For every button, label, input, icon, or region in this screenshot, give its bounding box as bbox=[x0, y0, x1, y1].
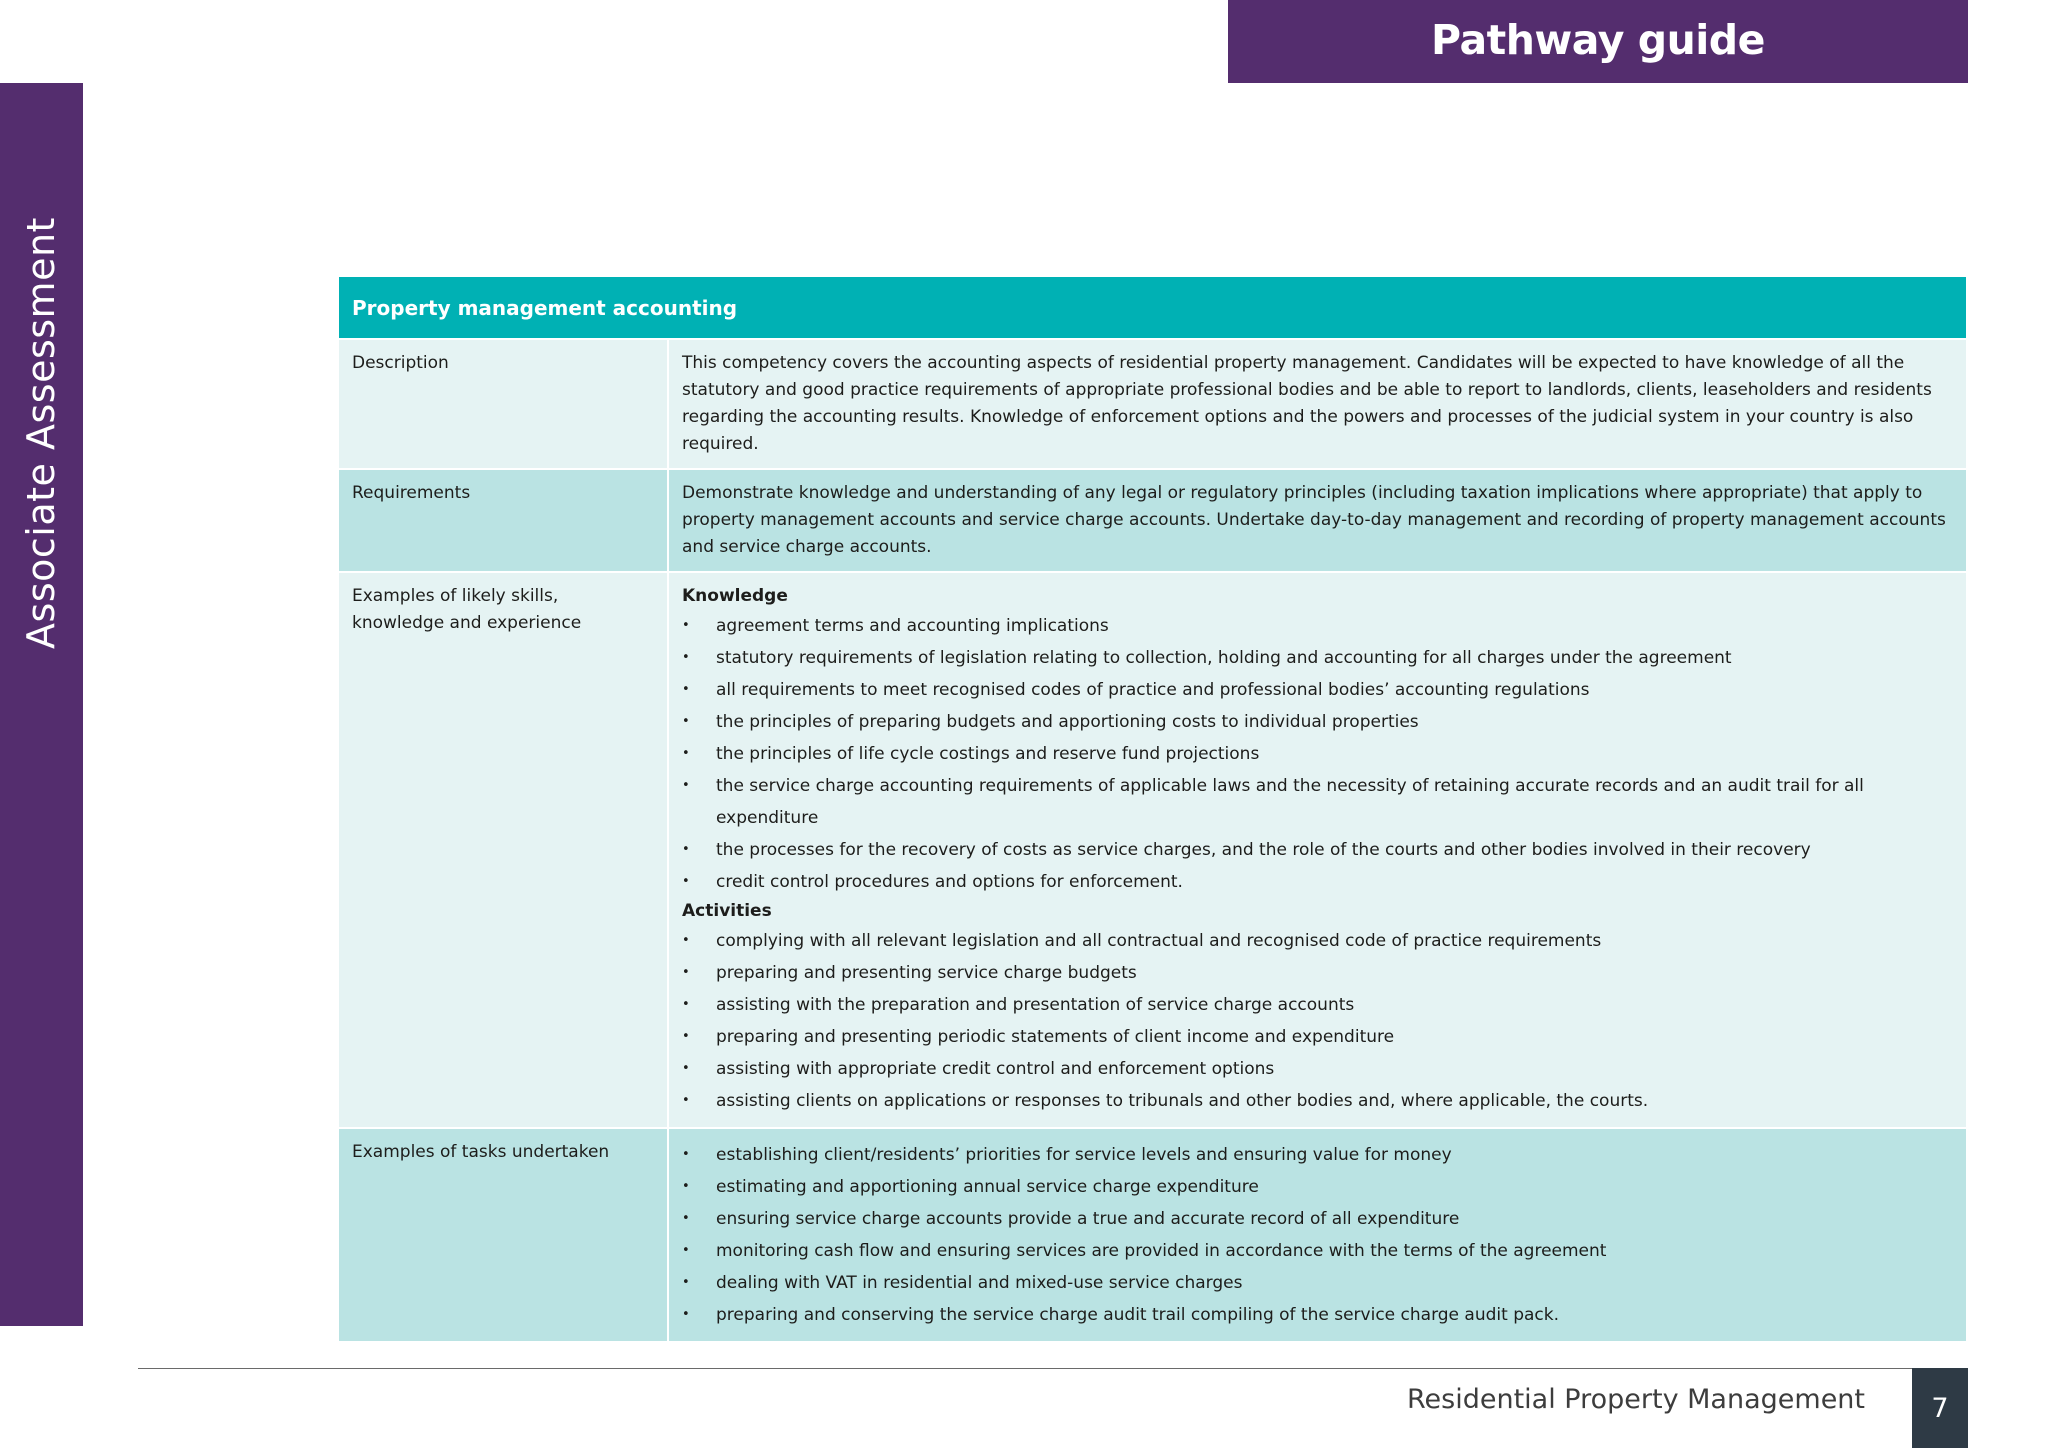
table-row-tasks bbox=[339, 1127, 1966, 1341]
task-item: • estimating and apportioning annual service charge expenditure bbox=[682, 1171, 1952, 1203]
knowledge-item: • the service charge accounting requirements of applicable laws and the necessity of retaining accurate records and an audit trail for all expenditure bbox=[682, 770, 1952, 834]
activity-item: • complying with all relevant legislation and all contractual and recognised code of practice requirements bbox=[682, 925, 1952, 957]
footer-divider bbox=[138, 1368, 1912, 1369]
knowledge-item: • agreement terms and accounting implications bbox=[682, 610, 1952, 642]
task-item: • monitoring cash flow and ensuring services are provided in accordance with the terms of the agreement bbox=[682, 1235, 1952, 1267]
table-row-description bbox=[339, 338, 1966, 468]
knowledge-item: • the principles of preparing budgets and apportioning costs to individual properties bbox=[682, 706, 1952, 738]
knowledge-item: • the processes for the recovery of costs as service charges, and the role of the courts and other bodies involved in their recovery bbox=[682, 834, 1952, 866]
activity-item: • assisting with the preparation and presentation of service charge accounts bbox=[682, 989, 1952, 1021]
row-body-examples bbox=[669, 573, 1966, 1127]
row-text-description: This competency covers the accounting aspects of residential property management. Candidates will be expected to have knowledge of all the statutory and good practice requirements of appropriate professional bodies and be able to report to landlords, clients, leaseholders and residents regarding the accounting results. Knowledge of enforcement options and the powers and processes of the judicial system in your country is also required. bbox=[682, 353, 1932, 454]
row-label-examples: Examples of likely skills, knowledge and experience bbox=[339, 573, 669, 1127]
task-item: • dealing with VAT in residential and mixed-use service charges bbox=[682, 1267, 1952, 1299]
tasks-list bbox=[682, 1139, 1952, 1331]
knowledge-item: • credit control procedures and options for enforcement. bbox=[682, 866, 1952, 898]
row-label-description: Description bbox=[339, 340, 669, 468]
row-body-tasks bbox=[669, 1129, 1966, 1341]
activity-item: • assisting with appropriate credit control and enforcement options bbox=[682, 1053, 1952, 1085]
task-item: • ensuring service charge accounts provide a true and accurate record of all expenditure bbox=[682, 1203, 1952, 1235]
competency-table-title: Property management accounting bbox=[339, 277, 1966, 338]
footer-document-title: Residential Property Management bbox=[1407, 1384, 1865, 1415]
activities-heading: Activities bbox=[682, 901, 772, 921]
activity-item: • preparing and presenting periodic statements of client income and expenditure bbox=[682, 1021, 1952, 1053]
page-number: 7 bbox=[1912, 1368, 1968, 1448]
row-label-tasks: Examples of tasks undertaken bbox=[339, 1129, 669, 1341]
row-label-requirements: Requirements bbox=[339, 470, 669, 571]
table-row-requirements bbox=[339, 468, 1966, 571]
page-header-title: Pathway guide bbox=[1431, 15, 1765, 64]
task-item: • preparing and conserving the service charge audit trail compiling of the service charge audit pack. bbox=[682, 1299, 1952, 1331]
knowledge-item: • the principles of life cycle costings and reserve fund projections bbox=[682, 738, 1952, 770]
row-text-requirements: Demonstrate knowledge and understanding of any legal or regulatory principles (including taxation implications where appropriate) that apply to property management accounts and service charge accounts. Undertake day-to-day management and recording of property management accounts and service charge accounts. bbox=[682, 483, 1946, 557]
side-bar bbox=[0, 83, 83, 1326]
side-bar-label: Associate Assessment bbox=[19, 217, 63, 649]
knowledge-item: • statutory requirements of legislation relating to collection, holding and accounting for all charges under the agreement bbox=[682, 642, 1952, 674]
knowledge-list bbox=[682, 610, 1952, 898]
activities-list bbox=[682, 925, 1952, 1117]
table-row-examples bbox=[339, 571, 1966, 1127]
task-item: • establishing client/residents’ priorities for service levels and ensuring value for money bbox=[682, 1139, 1952, 1171]
activity-item: • assisting clients on applications or responses to tribunals and other bodies and, where applicable, the courts. bbox=[682, 1085, 1952, 1117]
competency-table bbox=[339, 277, 1966, 1341]
header-tab bbox=[1228, 0, 1968, 83]
knowledge-item: • all requirements to meet recognised codes of practice and professional bodies’ accounting regulations bbox=[682, 674, 1952, 706]
knowledge-heading: Knowledge bbox=[682, 586, 788, 606]
activity-item: • preparing and presenting service charge budgets bbox=[682, 957, 1952, 989]
